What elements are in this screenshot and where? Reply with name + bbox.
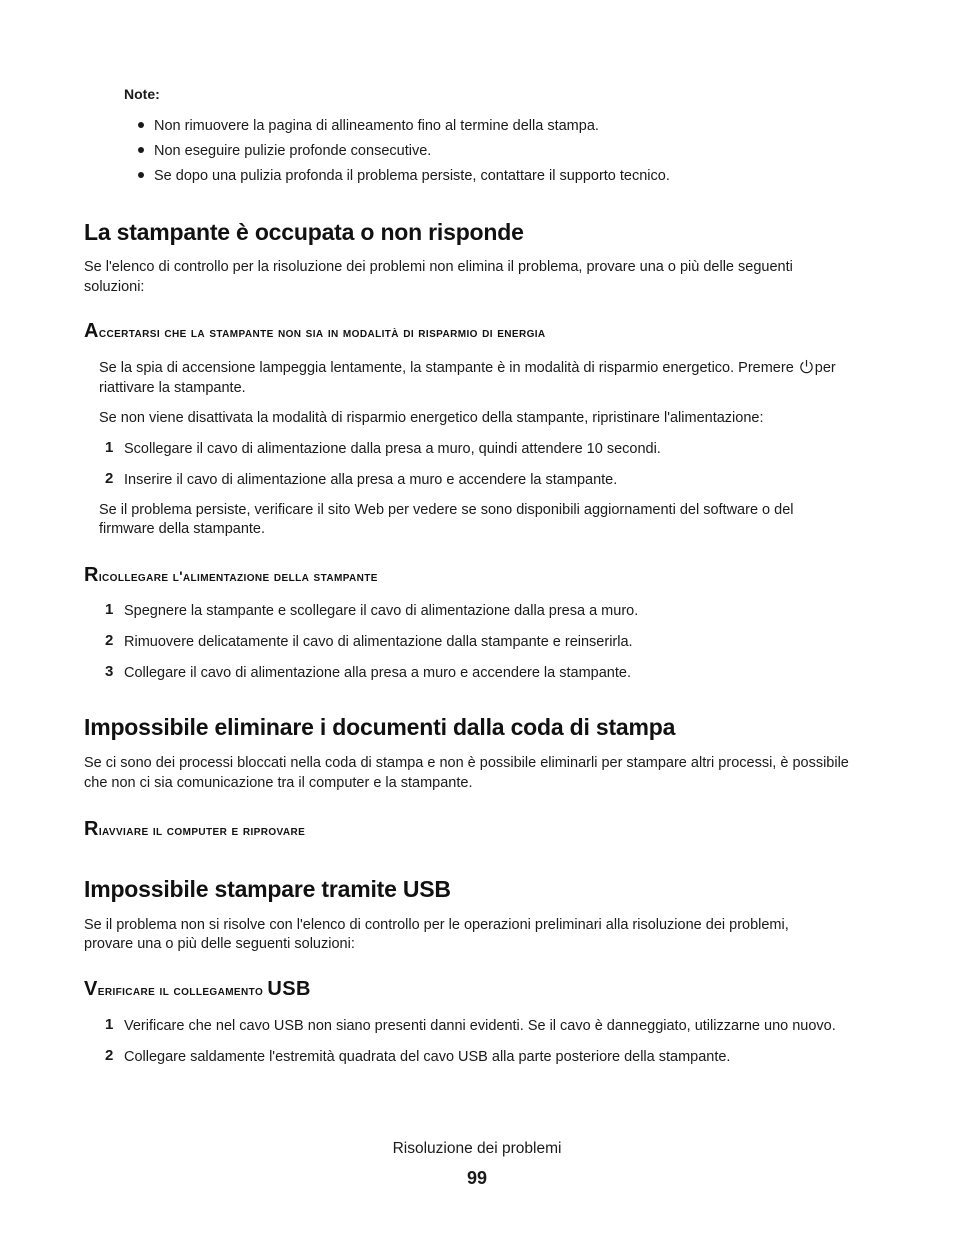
section-heading: La stampante è occupata o non risponde <box>84 219 524 245</box>
bullet-icon <box>138 172 144 178</box>
step-text: Collegare saldamente l'estremità quadrata del cavo USB alla parte posteriore della stampante. <box>124 1049 731 1065</box>
step-number: 2 <box>105 1047 114 1064</box>
step-number: 3 <box>105 663 114 680</box>
subsection-heading <box>84 978 311 1001</box>
step-text: Spegnere la stampante e scollegare il cavo di alimentazione dalla presa a muro. <box>124 603 639 619</box>
step-text: Verificare che nel cavo USB non siano presenti danni evidenti. Se il cavo è danneggiato, utilizzarne uno nuovo. <box>124 1018 836 1034</box>
step-text: Collegare il cavo di alimentazione alla presa a muro e accendere la stampante. <box>124 665 631 681</box>
notes-label: Note: <box>124 86 160 102</box>
step-text: Scollegare il cavo di alimentazione dalla presa a muro, quindi attendere 10 secondi. <box>124 441 661 457</box>
step-text: Inserire il cavo di alimentazione alla presa a muro e accendere la stampante. <box>124 472 618 488</box>
footer-title: Risoluzione dei problemi <box>392 1140 562 1157</box>
section-heading: Impossibile eliminare i documenti dalla coda di stampa <box>84 714 676 740</box>
paragraph-line: riattivare la stampante. <box>99 380 246 396</box>
step-number: 2 <box>105 632 114 649</box>
heading-rest: erificare il collegamento <box>97 982 268 998</box>
heading-caps-word: USB <box>267 978 311 1000</box>
paragraph-text: Se la spia di accensione lampeggia lentamente, la stampante è in modalità di risparmio energetico. Premere <box>99 360 798 376</box>
power-icon <box>799 359 814 374</box>
paragraph-line <box>99 358 836 378</box>
note-item: Non eseguire pulizie profonde consecutive. <box>154 143 432 159</box>
subsection-heading <box>84 818 305 841</box>
heading-initial: A <box>84 320 99 342</box>
step-number: 2 <box>105 470 114 487</box>
section-intro-line: che non ci sia comunicazione tra il computer e la stampante. <box>84 775 473 791</box>
step-number: 1 <box>105 601 114 618</box>
section-intro-line: Se ci sono dei processi bloccati nella coda di stampa e non è possibile eliminarli per stampare altri processi, è possibile <box>84 755 849 771</box>
note-item: Se dopo una pulizia profonda il problema persiste, contattare il supporto tecnico. <box>154 168 670 184</box>
heading-rest: ccertarsi che la stampante non sia in modalità di risparmio di energia <box>98 324 546 340</box>
paragraph-line: firmware della stampante. <box>99 521 266 537</box>
subsection-heading <box>84 564 378 587</box>
step-text: Rimuovere delicatamente il cavo di alimentazione dalla stampante e reinserirla. <box>124 634 633 650</box>
subsection-heading <box>84 320 546 343</box>
heading-rest: iavviare il computer e riprovare <box>98 822 306 838</box>
section-intro-line: soluzioni: <box>84 279 145 295</box>
section-intro-line: provare una o più delle seguenti soluzioni: <box>84 936 355 952</box>
heading-rest: icollegare l'alimentazione della stampante <box>98 568 378 584</box>
bullet-icon <box>138 122 144 128</box>
bullet-icon <box>138 147 144 153</box>
section-intro-line: Se l'elenco di controllo per la risoluzione dei problemi non elimina il problema, provare una o più delle seguenti <box>84 259 793 275</box>
heading-initial: V <box>84 978 98 1000</box>
paragraph-line: Se non viene disattivata la modalità di risparmio energetico della stampante, ripristinare l'alimentazione: <box>99 410 764 426</box>
step-number: 1 <box>105 1016 114 1033</box>
heading-initial: R <box>84 564 99 586</box>
section-intro-line: Se il problema non si risolve con l'elenco di controllo per le operazioni preliminari alla risoluzione dei problemi, <box>84 917 789 933</box>
section-heading: Impossibile stampare tramite USB <box>84 876 451 902</box>
paragraph-line: Se il problema persiste, verificare il sito Web per vedere se sono disponibili aggiornamenti del software o del <box>99 502 794 518</box>
note-item: Non rimuovere la pagina di allineamento fino al termine della stampa. <box>154 118 599 134</box>
paragraph-text: per <box>814 360 836 376</box>
heading-initial: R <box>84 818 99 840</box>
step-number: 1 <box>105 439 114 456</box>
page-number: 99 <box>466 1168 488 1188</box>
